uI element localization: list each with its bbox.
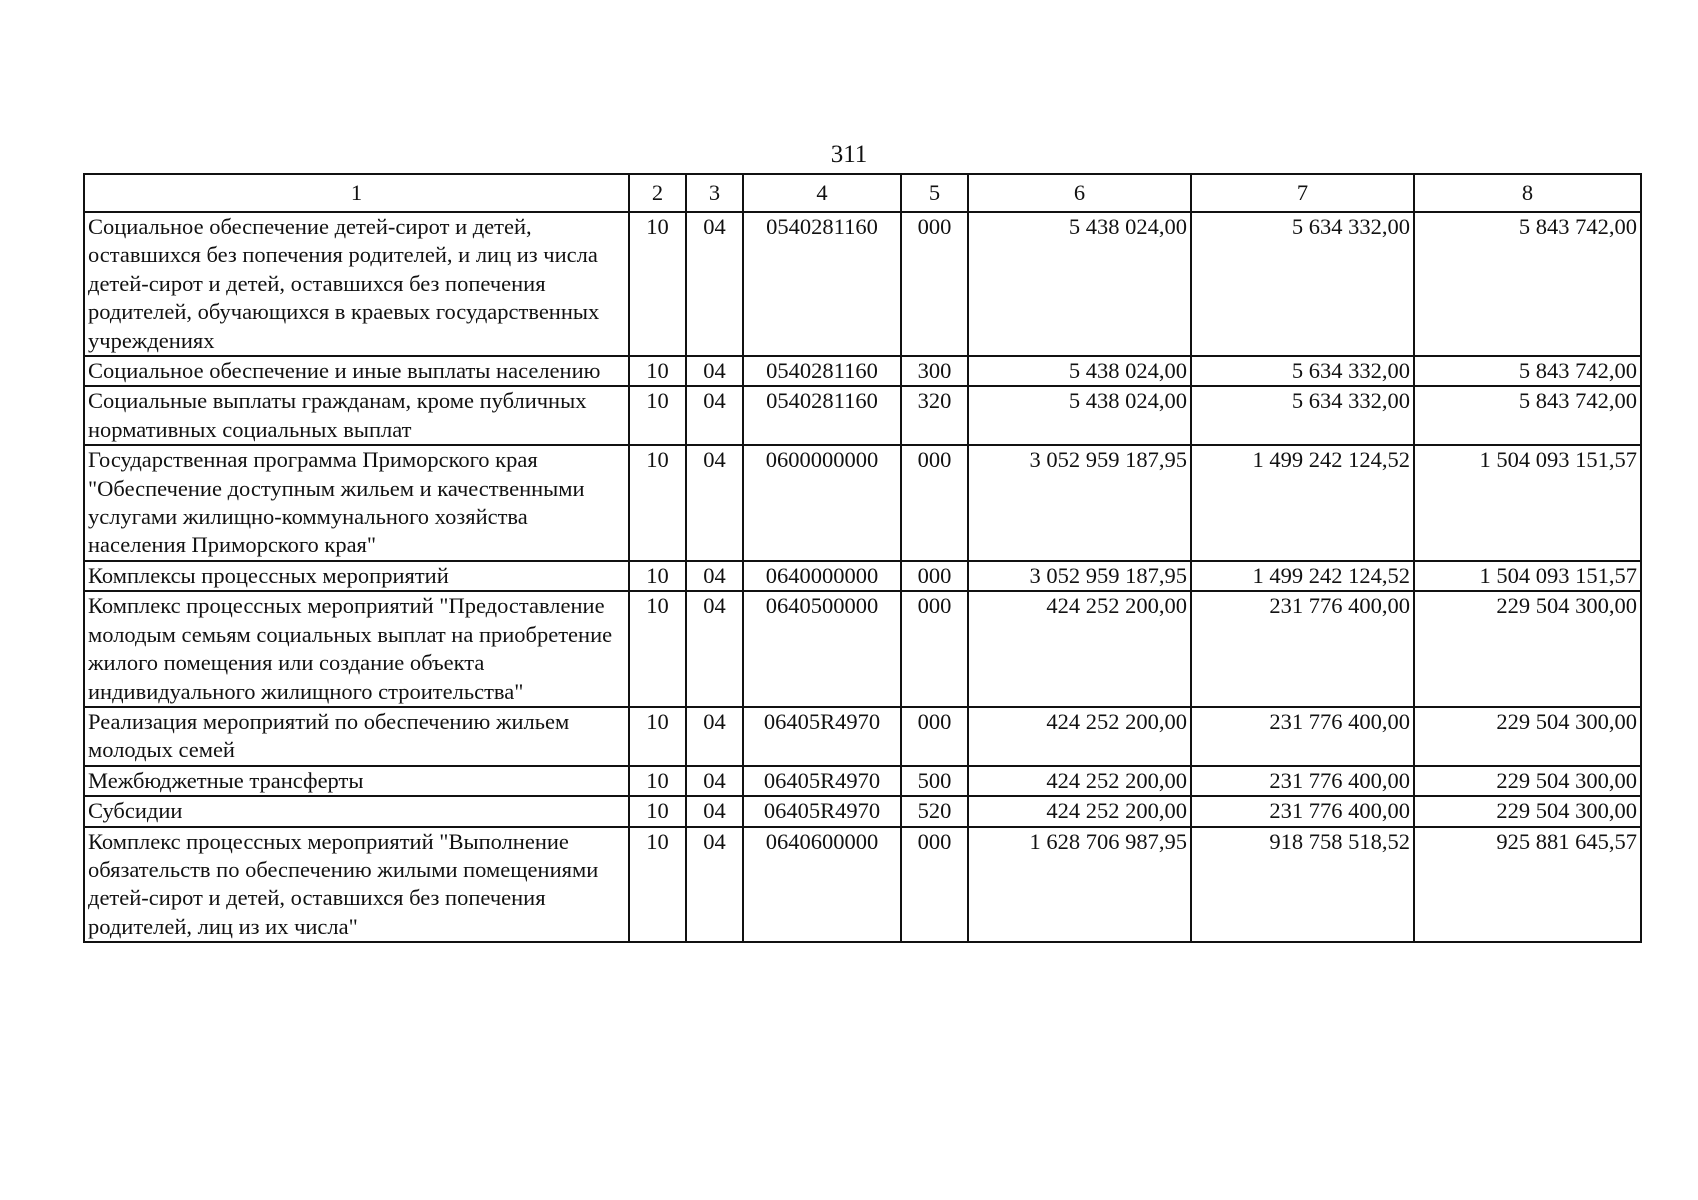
row-amount-year3: 229 504 300,00: [1414, 766, 1641, 796]
row-expense-code: 500: [901, 766, 968, 796]
row-target-code: 0640000000: [743, 561, 901, 591]
row-amount-year1: 5 438 024,00: [968, 386, 1191, 445]
row-section: 10: [629, 796, 686, 826]
page-number: 311: [830, 141, 868, 168]
row-target-code: 06405R4970: [743, 766, 901, 796]
row-target-code: 06405R4970: [743, 796, 901, 826]
header-col-1: 1: [84, 174, 629, 212]
row-target-code: 06405R4970: [743, 707, 901, 766]
row-amount-year3: 1 504 093 151,57: [1414, 445, 1641, 561]
row-amount-year2: 231 776 400,00: [1191, 796, 1414, 826]
row-amount-year2: 231 776 400,00: [1191, 591, 1414, 707]
row-target-code: 0600000000: [743, 445, 901, 561]
row-subsection: 04: [686, 356, 743, 386]
row-amount-year1: 1 628 706 987,95: [968, 827, 1191, 943]
budget-table: [83, 173, 1642, 943]
row-subsection: 04: [686, 212, 743, 356]
row-expense-code: 000: [901, 707, 968, 766]
table-row: [84, 445, 1641, 561]
row-name: Комплекс процессных мероприятий "Предоставление молодым семьям социальных выплат на приобретение жилого помещения или создание объекта индивидуального жилищного строительства": [84, 591, 629, 707]
row-section: 10: [629, 707, 686, 766]
table-row: [84, 591, 1641, 707]
row-section: 10: [629, 561, 686, 591]
row-section: 10: [629, 827, 686, 943]
row-section: 10: [629, 386, 686, 445]
row-amount-year1: 5 438 024,00: [968, 212, 1191, 356]
row-amount-year2: 231 776 400,00: [1191, 766, 1414, 796]
row-section: 10: [629, 356, 686, 386]
row-target-code: 0640500000: [743, 591, 901, 707]
row-section: 10: [629, 766, 686, 796]
row-amount-year2: 1 499 242 124,52: [1191, 445, 1414, 561]
table-row: [84, 212, 1641, 356]
row-target-code: 0540281160: [743, 386, 901, 445]
row-subsection: 04: [686, 386, 743, 445]
table-row: [84, 561, 1641, 591]
row-expense-code: 000: [901, 212, 968, 356]
row-name: Социальное обеспечение детей-сирот и детей, оставшихся без попечения родителей, и лиц из числа детей-сирот и детей, оставшихся без попечения родителей, обучающихся в краевых государственных учреждениях: [84, 212, 629, 356]
table-header-row: [84, 174, 1641, 212]
row-section: 10: [629, 591, 686, 707]
table-row: [84, 386, 1641, 445]
table-row: [84, 827, 1641, 943]
row-name: Реализация мероприятий по обеспечению жильем молодых семей: [84, 707, 629, 766]
row-amount-year3: 5 843 742,00: [1414, 356, 1641, 386]
row-amount-year2: 5 634 332,00: [1191, 386, 1414, 445]
row-name: Социальное обеспечение и иные выплаты населению: [84, 356, 629, 386]
row-expense-code: 000: [901, 591, 968, 707]
row-target-code: 0640600000: [743, 827, 901, 943]
row-amount-year2: 5 634 332,00: [1191, 356, 1414, 386]
header-col-2: 2: [629, 174, 686, 212]
row-subsection: 04: [686, 796, 743, 826]
table-row: [84, 796, 1641, 826]
row-expense-code: 320: [901, 386, 968, 445]
row-amount-year3: 5 843 742,00: [1414, 212, 1641, 356]
row-subsection: 04: [686, 591, 743, 707]
row-amount-year3: 229 504 300,00: [1414, 796, 1641, 826]
row-amount-year3: 1 504 093 151,57: [1414, 561, 1641, 591]
row-name: Комплексы процессных мероприятий: [84, 561, 629, 591]
row-target-code: 0540281160: [743, 356, 901, 386]
row-amount-year2: 231 776 400,00: [1191, 707, 1414, 766]
header-col-3: 3: [686, 174, 743, 212]
row-expense-code: 000: [901, 561, 968, 591]
row-subsection: 04: [686, 445, 743, 561]
row-name: Субсидии: [84, 796, 629, 826]
row-name: Социальные выплаты гражданам, кроме публичных нормативных социальных выплат: [84, 386, 629, 445]
row-section: 10: [629, 445, 686, 561]
row-amount-year3: 5 843 742,00: [1414, 386, 1641, 445]
header-col-8: 8: [1414, 174, 1641, 212]
row-name: Комплекс процессных мероприятий "Выполнение обязательств по обеспечению жилыми помещениями детей-сирот и детей, оставшихся без попечения родителей, лиц из их числа": [84, 827, 629, 943]
row-amount-year1: 424 252 200,00: [968, 796, 1191, 826]
row-amount-year2: 1 499 242 124,52: [1191, 561, 1414, 591]
row-amount-year3: 925 881 645,57: [1414, 827, 1641, 943]
row-amount-year2: 5 634 332,00: [1191, 212, 1414, 356]
header-col-6: 6: [968, 174, 1191, 212]
row-section: 10: [629, 212, 686, 356]
header-col-4: 4: [743, 174, 901, 212]
table-body: [84, 212, 1641, 942]
row-amount-year2: 918 758 518,52: [1191, 827, 1414, 943]
row-expense-code: 300: [901, 356, 968, 386]
row-amount-year1: 424 252 200,00: [968, 707, 1191, 766]
header-col-7: 7: [1191, 174, 1414, 212]
row-amount-year1: 3 052 959 187,95: [968, 445, 1191, 561]
row-expense-code: 520: [901, 796, 968, 826]
row-amount-year3: 229 504 300,00: [1414, 707, 1641, 766]
row-subsection: 04: [686, 561, 743, 591]
row-amount-year1: 424 252 200,00: [968, 766, 1191, 796]
row-subsection: 04: [686, 766, 743, 796]
table-row: [84, 707, 1641, 766]
row-amount-year1: 5 438 024,00: [968, 356, 1191, 386]
row-name: Межбюджетные трансферты: [84, 766, 629, 796]
row-subsection: 04: [686, 827, 743, 943]
row-expense-code: 000: [901, 445, 968, 561]
row-amount-year3: 229 504 300,00: [1414, 591, 1641, 707]
header-col-5: 5: [901, 174, 968, 212]
table-row: [84, 766, 1641, 796]
row-amount-year1: 3 052 959 187,95: [968, 561, 1191, 591]
row-amount-year1: 424 252 200,00: [968, 591, 1191, 707]
row-expense-code: 000: [901, 827, 968, 943]
row-subsection: 04: [686, 707, 743, 766]
row-target-code: 0540281160: [743, 212, 901, 356]
table-row: [84, 356, 1641, 386]
row-name: Государственная программа Приморского края "Обеспечение доступным жильем и качественными услугами жилищно-коммунального хозяйства населения Приморского края": [84, 445, 629, 561]
